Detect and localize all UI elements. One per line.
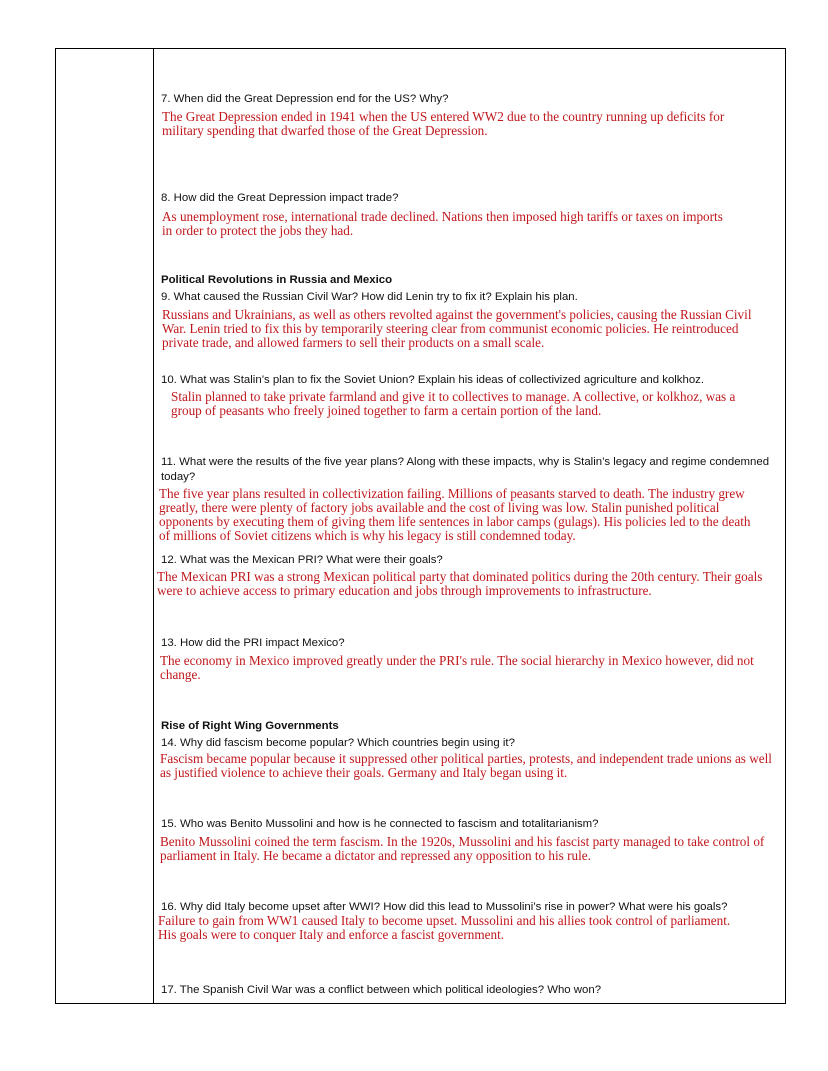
answer-7: The Great Depression ended in 1941 when the US entered WW2 due to the country running up deficits for military spending that dwarfed those of the Great Depression. <box>162 109 725 138</box>
question-7: 7. When did the Great Depression end for the US? Why? <box>161 93 449 105</box>
section-header-russia-mexico: Political Revolutions in Russia and Mexico <box>161 274 393 286</box>
question-9: 9. What caused the Russian Civil War? How did Lenin try to fix it? Explain his plan. <box>161 291 578 303</box>
question-12: 12. What was the Mexican PRI? What were their goals? <box>161 554 443 566</box>
question-14: 14. Why did fascism become popular? Which countries begin using it? <box>161 737 515 749</box>
answer-10: Stalin planned to take private farmland and give it to collectives to manage. A collective, or kolkhoz, was a group of peasants who freely joined together to farm a certain portion of the land. <box>171 389 736 418</box>
question-11: 11. What were the results of the five year plans? Along with these impacts, why is Stalin’s legacy and regime condemned today? <box>161 456 770 483</box>
answer-16: Failure to gain from WW1 caused Italy to become upset. Mussolini and his allies took control of parliament. His goals were to conquer Italy and enforce a fascist government. <box>158 913 731 942</box>
answer-9: Russians and Ukrainians, as well as others revolted against the government's policies, causing the Russian Civil War. Lenin tried to fix this by temporarily steering clear from communist economic policies. He reintroduced private trade, and allowed farmers to sell their products on a small scale. <box>162 307 752 350</box>
question-10: 10. What was Stalin’s plan to fix the Soviet Union? Explain his ideas of collectivized agriculture and kolkhoz. <box>161 374 705 386</box>
question-8: 8. How did the Great Depression impact trade? <box>161 192 399 204</box>
answer-14: Fascism became popular because it suppressed other political parties, protests, and independent trade unions as well as justified violence to achieve their goals. Germany and Italy began using it. <box>160 751 772 780</box>
answer-12: The Mexican PRI was a strong Mexican political party that dominated politics during the 20th century. Their goals were to achieve access to primary education and jobs through improvements to infrastructure. <box>157 569 763 598</box>
question-15: 15. Who was Benito Mussolini and how is he connected to fascism and totalitarianism? <box>161 818 599 830</box>
question-17: 17. The Spanish Civil War was a conflict between which political ideologies? Who won? <box>161 984 602 996</box>
answer-8: As unemployment rose, international trade declined. Nations then imposed high tariffs or taxes on imports in order to protect the jobs they had. <box>162 209 723 238</box>
answer-11: The five year plans resulted in collectivization failing. Millions of peasants starved to death. The industry grew greatly, there were plenty of factory jobs available and the cost of living was low. Stalin punished political opponents by executing them of giving them life sentences in labor camps (gulags). His policies led to the death of millions of Soviet citizens which is why his legacy is still condemned today. <box>159 486 751 543</box>
question-16: 16. Why did Italy become upset after WWI? How did this lead to Mussolini’s rise in power? What were his goals? <box>161 901 728 913</box>
answer-13: The economy in Mexico improved greatly under the PRI's rule. The social hierarchy in Mexico however, did not change. <box>160 653 754 682</box>
column-divider <box>153 49 154 1003</box>
answer-15: Benito Mussolini coined the term fascism. In the 1920s, Mussolini and his fascist party managed to take control of parliament in Italy. He became a dictator and repressed any opposition to his rule. <box>160 834 765 863</box>
question-13: 13. How did the PRI impact Mexico? <box>161 637 345 649</box>
section-header-right-wing: Rise of Right Wing Governments <box>161 720 339 732</box>
